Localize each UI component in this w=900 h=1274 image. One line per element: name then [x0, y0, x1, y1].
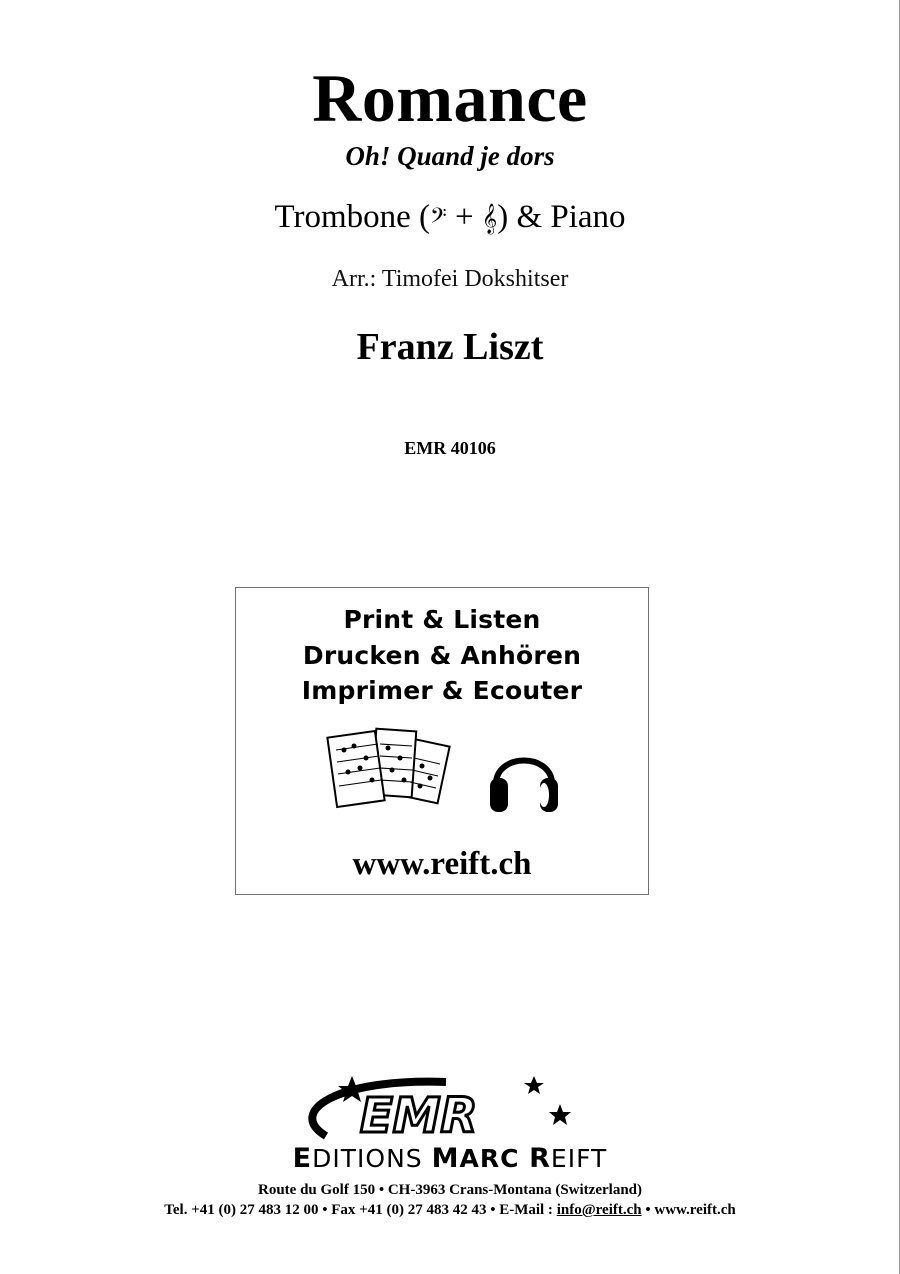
publisher-name: EDITIONS MARC REIFT [292, 1143, 608, 1174]
svg-text:EMR: EMR [360, 1088, 478, 1144]
instrument-prefix: Trombone ( [274, 199, 430, 235]
instrument-suffix: ) & Piano [497, 199, 626, 235]
emr-logo [296, 1072, 576, 1144]
print-listen-box [235, 587, 649, 895]
email-link[interactable]: info@reift.ch [556, 1202, 642, 1218]
treble-clef-icon: 𝄞 [481, 204, 498, 234]
composer: Franz Liszt [356, 326, 544, 368]
catalog-number: EMR 40106 [404, 438, 496, 458]
contact-website: • www.reift.ch [641, 1202, 736, 1218]
arranger: Arr.: Timofei Dokshitser [331, 266, 569, 292]
sheet-music-icon [326, 724, 456, 816]
promo-website: www.reift.ch [352, 846, 532, 882]
contact-phone-fax: Tel. +41 (0) 27 483 12 00 • Fax +41 (0) 27 483 42 43 • E-Mail : [164, 1202, 557, 1218]
promo-line-english: Print & Listen [343, 605, 541, 634]
promo-line-german: Drucken & Anhören [302, 641, 582, 670]
score-subtitle: Oh! Quand je dors [345, 141, 555, 171]
bass-clef-icon: 𝄢 [430, 204, 447, 234]
instrument-plus: + [446, 199, 482, 235]
instrumentation [0, 196, 900, 240]
score-title: Romance [312, 60, 588, 136]
promo-line-french: Imprimer & Ecouter [301, 676, 583, 705]
publisher-contact [0, 1200, 900, 1220]
publisher-address: Route du Golf 150 • CH-3963 Crans-Montana (Switzerland) [258, 1182, 642, 1198]
headphones-icon [486, 738, 562, 818]
